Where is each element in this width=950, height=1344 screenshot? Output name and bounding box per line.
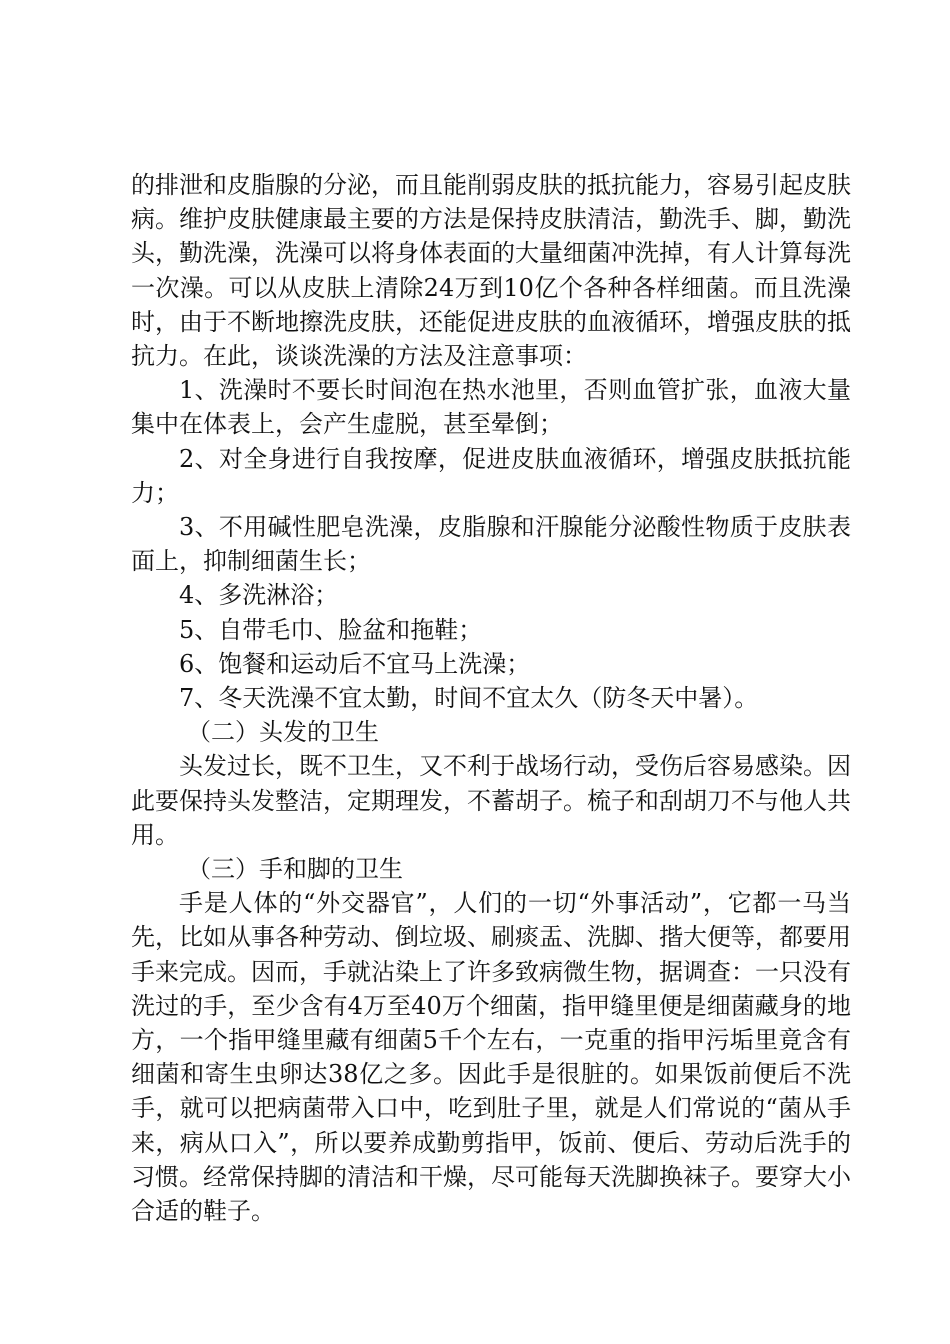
- paragraph-hands-feet: 手是人体的“外交器官”，人们的一切“外事活动”，它都一马当先，比如从事各种劳动、倒垃圾、刷痰盂、洗脚、揩大便等，都要用手来完成。因而，手就沾染上了许多致病微生物，据调查：一只没有洗过的手，至少含有4万至40万个细菌，指甲缝里便是细菌藏身的地方，一个指甲缝里藏有细菌5千个左右，一克重的指甲污垢里竟含有细菌和寄生虫卵达38亿之多。因此手是很脏的。如果饭前便后不洗手，就可以把病菌带入口中，吃到肚子里，就是人们常说的“菌从手来，病从口入”，所以要养成勤剪指甲，饭前、便后、劳动后洗手的习惯。经常保持脚的清洁和干燥，尽可能每天洗脚换袜子。要穿大小合适的鞋子。: [131, 889, 851, 1226]
- paragraph-hair: 头发过长，既不卫生，又不利于战场行动，受伤后容易感染。因此要保持头发整洁，定期理发，不蓄胡子。梳子和刮胡刀不与他人共用。: [131, 752, 851, 849]
- section-heading-hands-feet: （三）手和脚的卫生: [187, 855, 403, 884]
- list-item-7: 7、冬天洗澡不宜太勤，时间不宜太久（防冬天中暑）。: [179, 684, 759, 713]
- list-item-4: 4、多洗淋浴；: [179, 581, 339, 610]
- list-item-5: 5、自带毛巾、脸盆和拖鞋；: [179, 615, 483, 644]
- section-heading-hair: （二）头发的卫生: [187, 718, 379, 747]
- document-page: [131, 168, 851, 1228]
- paragraph-intro: 的排泄和皮脂腺的分泌，而且能削弱皮肤的抵抗能力，容易引起皮肤病。维护皮肤健康最主要的方法是保持皮肤清洁，勤洗手、脚，勤洗头，勤洗澡，洗澡可以将身体表面的大量细菌冲洗掉，有人计算每洗一次澡。可以从皮肤上清除24万到10亿个各种各样细菌。而且洗澡时，由于不断地擦洗皮肤，还能促进皮肤的血液循环，增强皮肤的抵抗力。在此，谈谈洗澡的方法及注意事项：: [131, 171, 851, 371]
- list-item-2: 2、对全身进行自我按摩，促进皮肤血液循环，增强皮肤抵抗能力；: [131, 444, 851, 507]
- list-item-3: 3、不用碱性肥皂洗澡，皮脂腺和汗腺能分泌酸性物质于皮肤表面上，抑制细菌生长；: [131, 513, 851, 576]
- list-item-1: 1、洗澡时不要长时间泡在热水池里，否则血管扩张，血液大量集中在体表上，会产生虚脱，甚至晕倒；: [131, 376, 851, 439]
- list-item-6: 6、饱餐和运动后不宜马上洗澡；: [179, 649, 531, 678]
